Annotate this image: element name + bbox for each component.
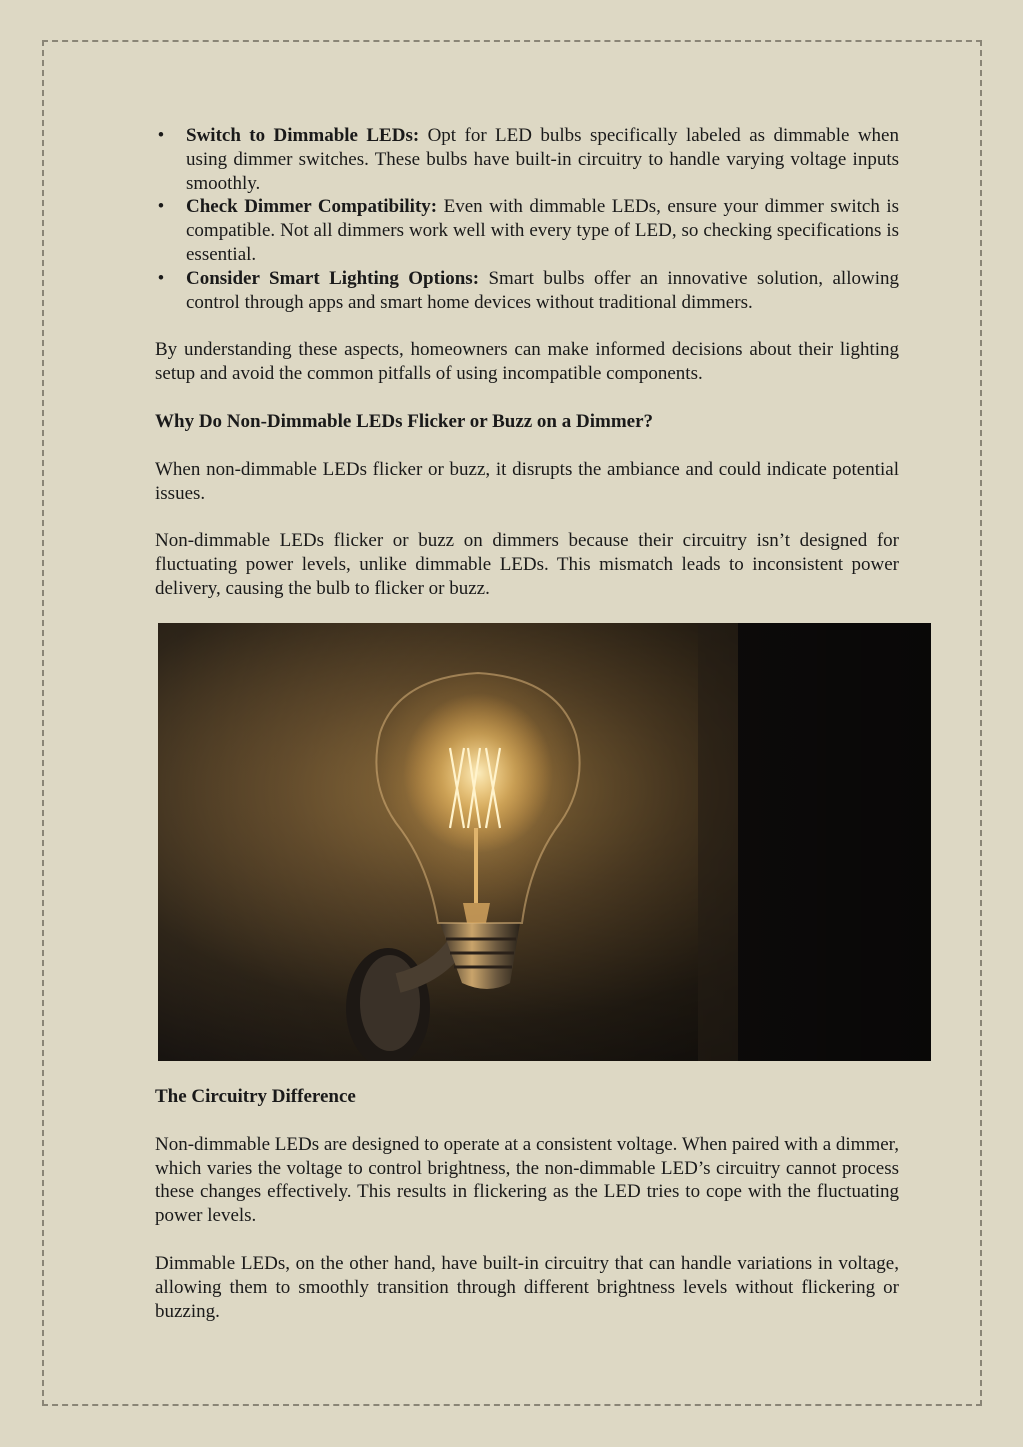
list-item-text: Smart bulbs offer an innovative solution, allowing control through apps and smart home devices without traditional dimmers. xyxy=(186,267,899,313)
paragraph: Non-dimmable LEDs are designed to operate at a consistent voltage. When paired with a dimmer, which varies the voltage to control brightness, the non-dimmable LED’s circuitry cannot process these changes effectively. This results in flickering as the LED tries to cope with the fluctuating power levels. xyxy=(155,1133,899,1227)
lightbulb-illustration xyxy=(158,623,931,1061)
paragraph: When non-dimmable LEDs flicker or buzz, it disrupts the ambiance and could indicate potential issues. xyxy=(155,458,899,504)
list-item-title: Switch to Dimmable LEDs: xyxy=(186,125,420,146)
main-content xyxy=(155,124,899,601)
list-item-text: Even with dimmable LEDs, ensure your dimmer switch is compatible. Not all dimmers work well with every type of LED, so checking specifications is essential. xyxy=(186,196,899,265)
paragraph: Dimmable LEDs, on the other hand, have built-in circuitry that can handle variations in voltage, allowing them to smoothly transition through different brightness levels without flickering or buzzing. xyxy=(155,1252,899,1322)
section-heading: The Circuitry Difference xyxy=(155,1086,356,1107)
list-item xyxy=(155,195,899,266)
section-heading: Why Do Non-Dimmable LEDs Flicker or Buzz on a Dimmer? xyxy=(155,410,654,432)
paragraph: Non-dimmable LEDs flicker or buzz on dimmers because their circuitry isn’t designed for fluctuating power levels, unlike dimmable LEDs. This mismatch leads to inconsistent power delivery, causing the bulb to flicker or buzz. xyxy=(155,530,899,599)
list-item xyxy=(155,267,899,315)
circuitry-section xyxy=(155,1085,899,1323)
list-item-title: Consider Smart Lighting Options: xyxy=(186,267,480,289)
tips-list xyxy=(155,124,899,314)
bullet-icon: • xyxy=(157,267,165,289)
list-item-title: Check Dimmer Compatibility: xyxy=(186,196,438,218)
bullet-icon: • xyxy=(157,196,165,218)
list-item-text: Opt for LED bulbs specifically labeled as dimmable when using dimmer switches. These bulbs have built-in circuitry to handle varying voltage inputs smoothly. xyxy=(186,125,899,194)
lightbulb-image xyxy=(158,623,931,1061)
list-item xyxy=(155,124,899,195)
bullet-icon: • xyxy=(157,125,165,146)
summary-paragraph: By understanding these aspects, homeowners can make informed decisions about their lighting setup and avoid the common pitfalls of using incompatible components. xyxy=(155,339,899,385)
